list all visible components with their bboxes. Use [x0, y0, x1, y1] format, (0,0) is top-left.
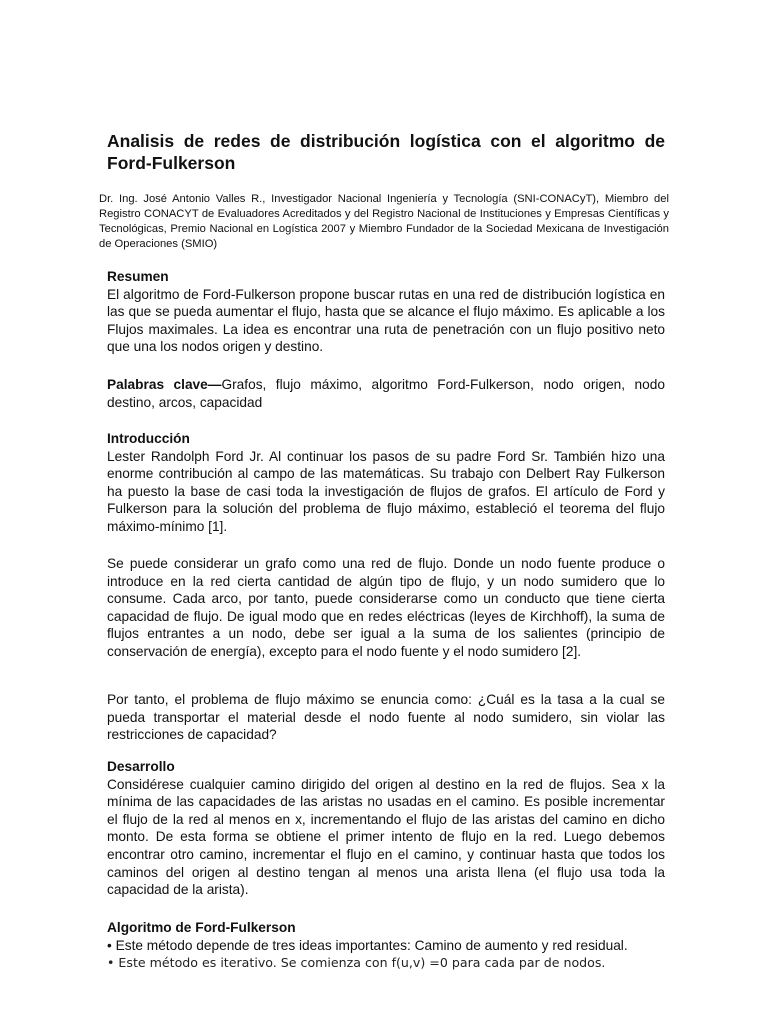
section-introduccion	[107, 430, 665, 536]
heading-resumen: Resumen	[107, 269, 169, 284]
author-affiliation: Dr. Ing. José Antonio Valles R., Investigador Nacional Ingeniería y Tecnología (SNI-CONACyT), Miembro del Registro CONACYT de Evaluadores Acreditados y del Registro Nacional de Instituciones y Empresas Científicas y Tecnológicas, Premio Nacional en Logística 2007 y Miembro Fundador de la Sociedad Mexicana de Investigación de Operaciones (SMIO)	[99, 193, 669, 250]
heading-desarrollo: Desarrollo	[107, 759, 175, 774]
section-desarrollo	[107, 758, 665, 899]
palabras-clave-text: Grafos, flujo máximo, algoritmo Ford-Fulkerson, nodo origen, nodo destino, arcos, capacidad	[107, 377, 666, 410]
introduccion-paragraph-2: Se puede considerar un grafo como una red de flujo. Donde un nodo fuente produce o introduce en la red cierta cantidad de algún tipo de flujo, y un nodo sumidero que lo consume. Cada arco, por tanto, puede considerarse como un conducto que tiene cierta capacidad de flujo. De igual modo que en redes eléctricas (leyes de Kirchhoff), la suma de flujos entrantes a un nodo, debe ser igual a la suma de los salientes (principio de conservación de energía), excepto para el nodo fuente y el nodo sumidero [2].	[107, 556, 665, 659]
desarrollo-text: Considérese cualquier camino dirigido del origen al destino en la red de flujos. Sea x la mínima de las capacidades de las aristas no usadas en el camino. Es posible incrementar el flujo de la red al menos en x, incrementando el flujo de las aristas del camino en dicho monto. De esta forma se obtiene el primer intento de flujo en la red. Luego debemos encontrar otro camino, incrementar el flujo en el camino, y continuar hasta que todos los caminos del origen al destino tengan al menos una arista llena (el flujo usa toda la capacidad de la arista).	[107, 776, 665, 898]
heading-algoritmo: Algoritmo de Ford-Fulkerson	[107, 920, 296, 935]
palabras-clave-paragraph	[107, 376, 665, 411]
section-palabras-clave	[107, 376, 665, 411]
resumen-text: El algoritmo de Ford-Fulkerson propone buscar rutas en una red de distribución logística en las que se pueda aumentar el flujo, hasta que se alcance el flujo máximo. Es aplicable a los Flujos maximales. La idea es encontrar una ruta de penetración con un flujo positivo neto que una los nodos origen y destino.	[107, 286, 665, 355]
document-title: Analisis de redes de distribución logística con el algoritmo de Ford-Fulkerson	[107, 131, 665, 173]
palabras-clave-label: Palabras clave—	[107, 377, 222, 392]
introduccion-paragraph-1: Lester Randolph Ford Jr. Al continuar los pasos de su padre Ford Sr. También hizo una enorme contribución al campo de las matemáticas. Su trabajo con Delbert Ray Fulkerson ha puesto la base de casi toda la investigación de flujos de grafos. El artículo de Ford y Fulkerson para la solución del problema de flujo máximo, estableció el teorema del flujo máximo-mínimo [1].	[107, 448, 665, 534]
heading-introduccion: Introducción	[107, 431, 190, 446]
introduccion-paragraph-3-block	[107, 691, 665, 744]
section-resumen	[107, 268, 665, 356]
algoritmo-bullet-1: • Este método depende de tres ideas importantes: Camino de aumento y red residual.	[107, 937, 628, 953]
section-algoritmo	[107, 919, 665, 972]
introduccion-paragraph-3: Por tanto, el problema de flujo máximo se enuncia como: ¿Cuál es la tasa a la cual se pueda transportar el material desde el nodo fuente al nodo sumidero, sin violar las restricciones de capacidad?	[107, 692, 665, 743]
algoritmo-bullet-2: • Este método es iterativo. Se comienza con f(u,v) =0 para cada par de nodos.	[107, 955, 606, 971]
introduccion-paragraph-2-block	[107, 555, 665, 661]
